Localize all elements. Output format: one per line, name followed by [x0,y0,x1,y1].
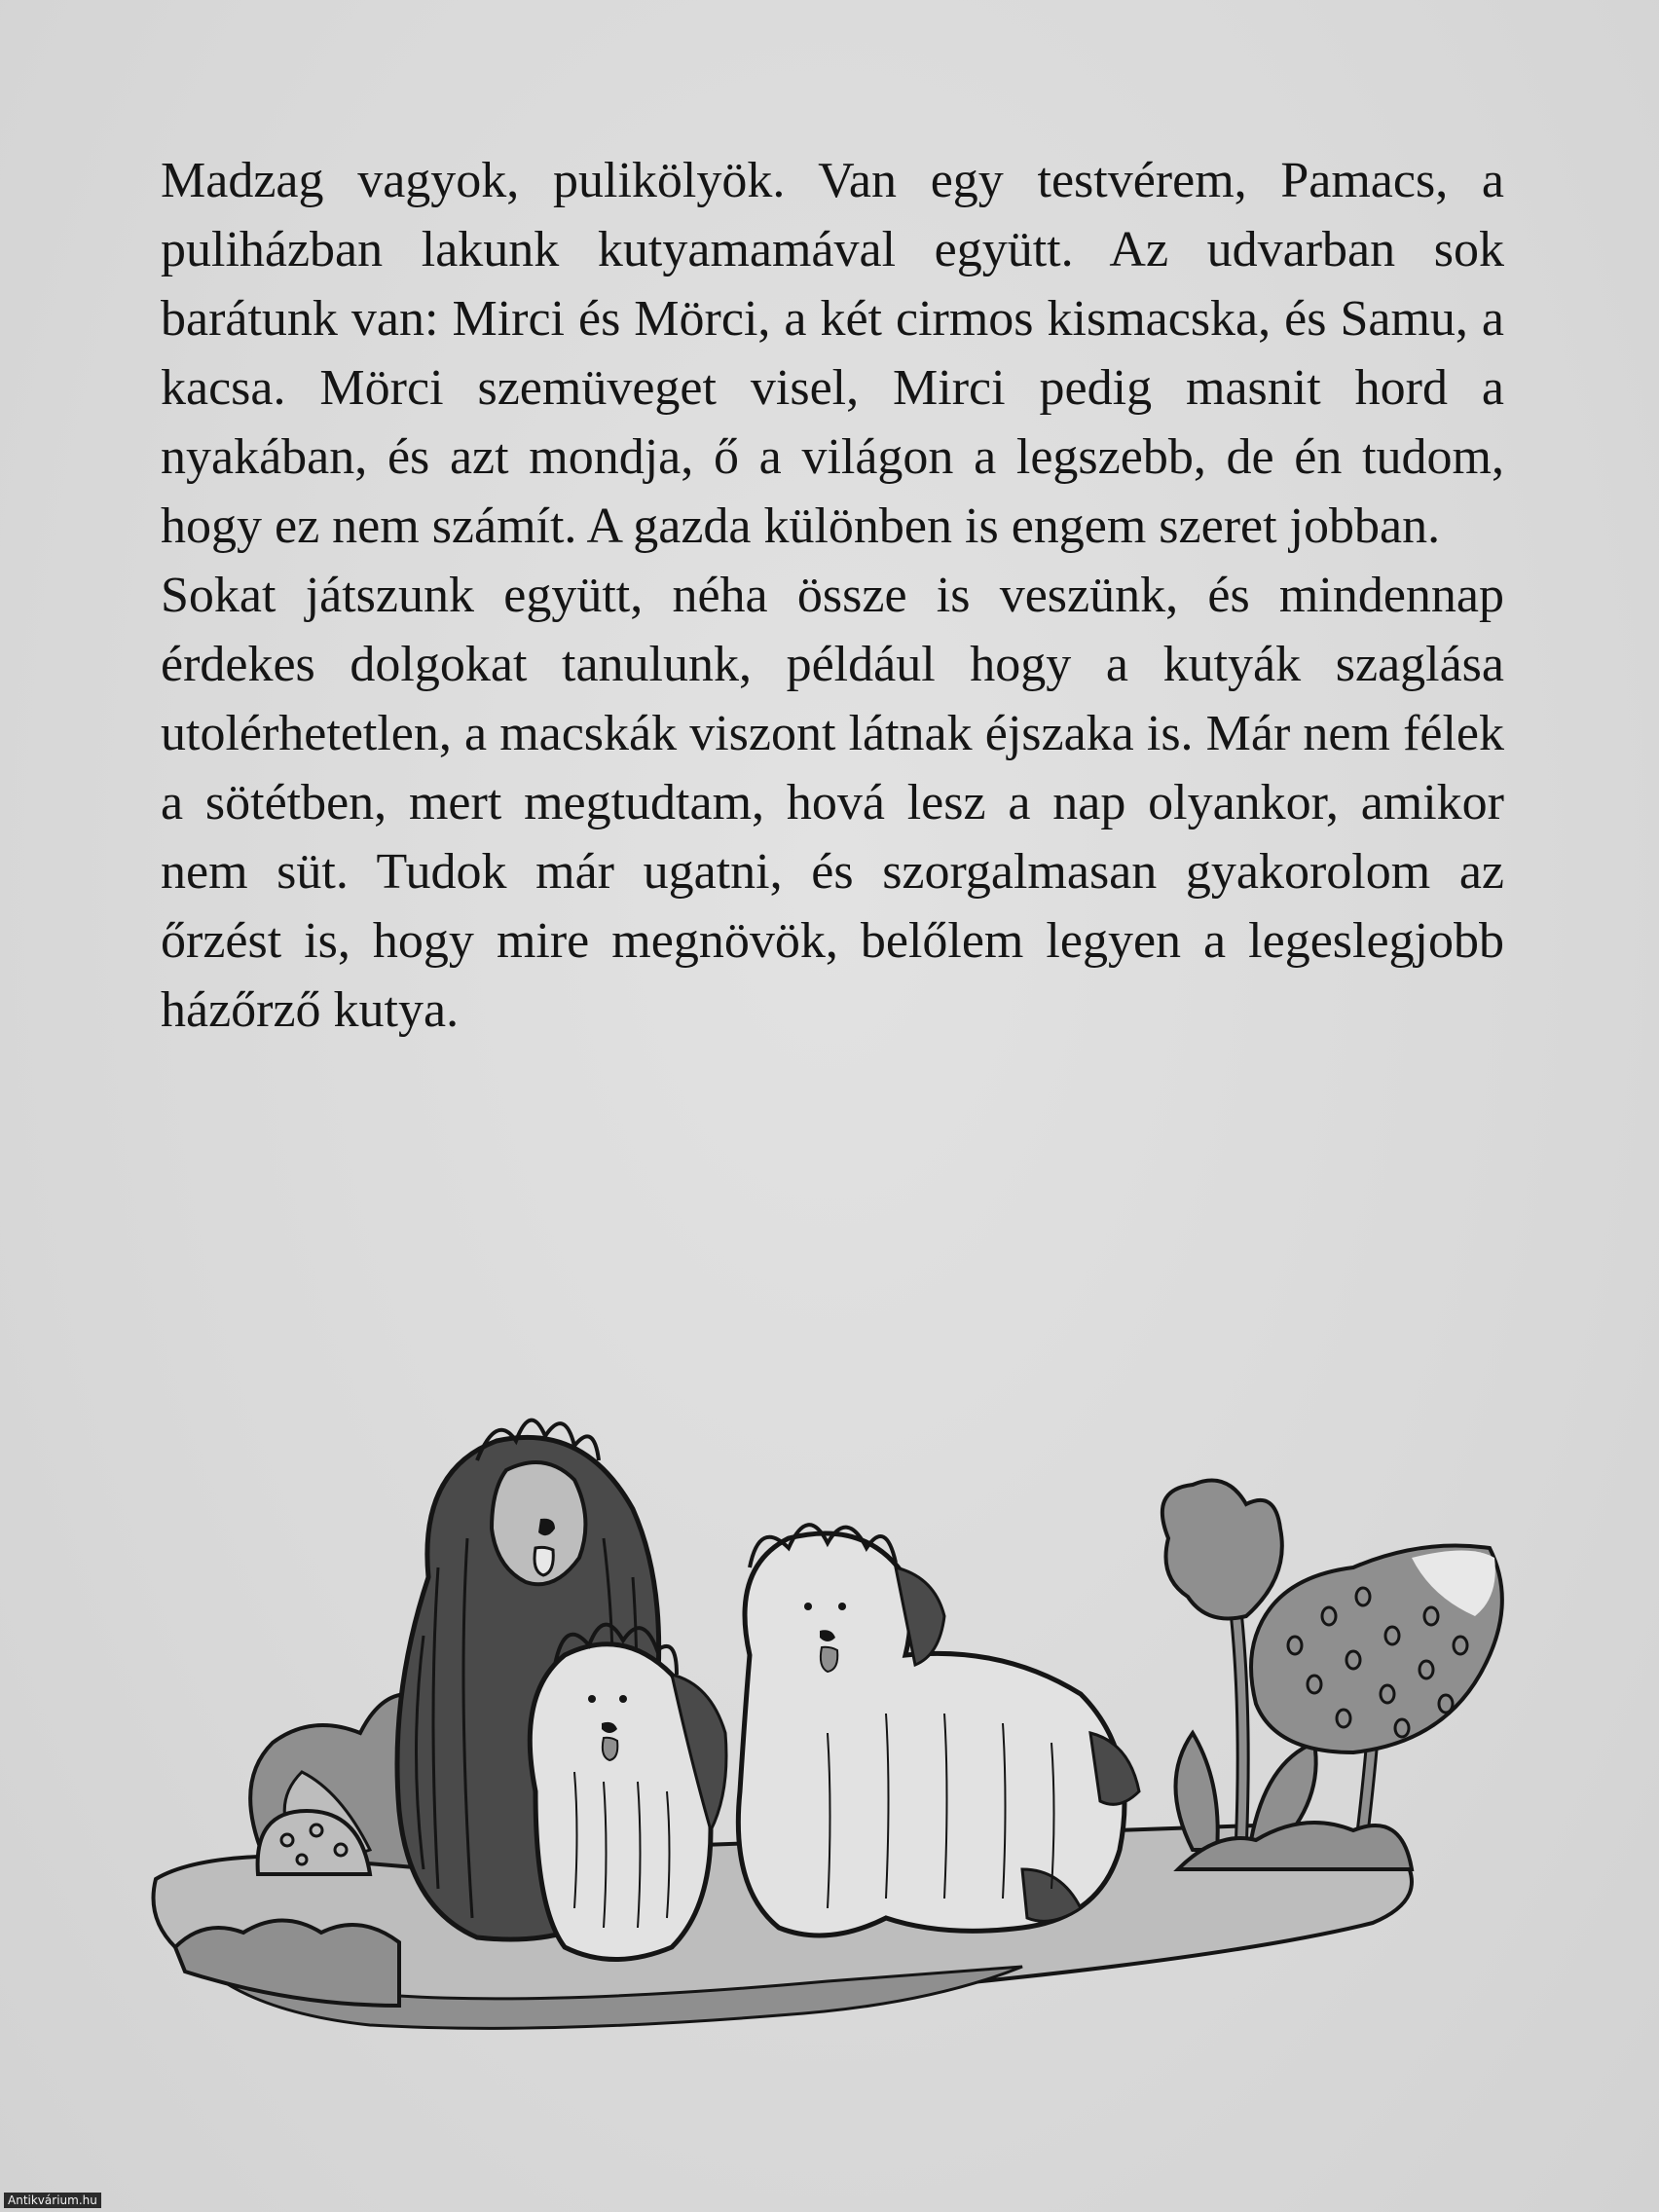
watermark: Antikvárium.hu [4,2193,101,2208]
puppy-one-eye-right [619,1695,627,1703]
flower-head [1162,1481,1282,1619]
puppy-two-tail-patch [1090,1733,1139,1804]
puppy-one-eye-left [588,1695,596,1703]
puppy-two-eye-left [804,1603,812,1610]
puppies-illustration [146,1324,1529,2064]
story-paragraph-1: Madzag vagyok, pulikölyök. Van egy testvérem, Pamacs, a puliházban lakunk kutyamamával együtt. Az udvarban sok barátunk van: Mirci és Mörci, a két cirmos kismacska, és Samu, a kacsa. Mörci szemüveget visel, Mirci pedig masnit hord a nyakában, és azt mondja, ő a világon a legszebb, de én tudom, hogy ez nem számít. A gazda különben is engem szeret jobban. [161,153,1504,554]
mother-dog-tongue [535,1547,553,1575]
front-grass [175,1921,399,2007]
story-text [161,146,1504,1045]
puppy-two-tongue [821,1647,837,1672]
puppy-two-eye-right [838,1603,846,1610]
puppy-one-tongue [603,1738,617,1760]
story-paragraph-2: Sokat játszunk együtt, néha össze is veszünk, és mindennap érdekes dolgokat tanulunk, például hogy a kutyák szaglása utolérhetetlen, a macskák viszont látnak éjszaka is. Már nem félek a sötétben, mert megtudtam, hová lesz a nap olyankor, amikor nem süt. Tudok már ugatni, és szorgalmasan gyakorolom az őrzést is, hogy mire megnövök, belőlem legyen a legeslegjobb házőrző kutya. [161,568,1504,1038]
